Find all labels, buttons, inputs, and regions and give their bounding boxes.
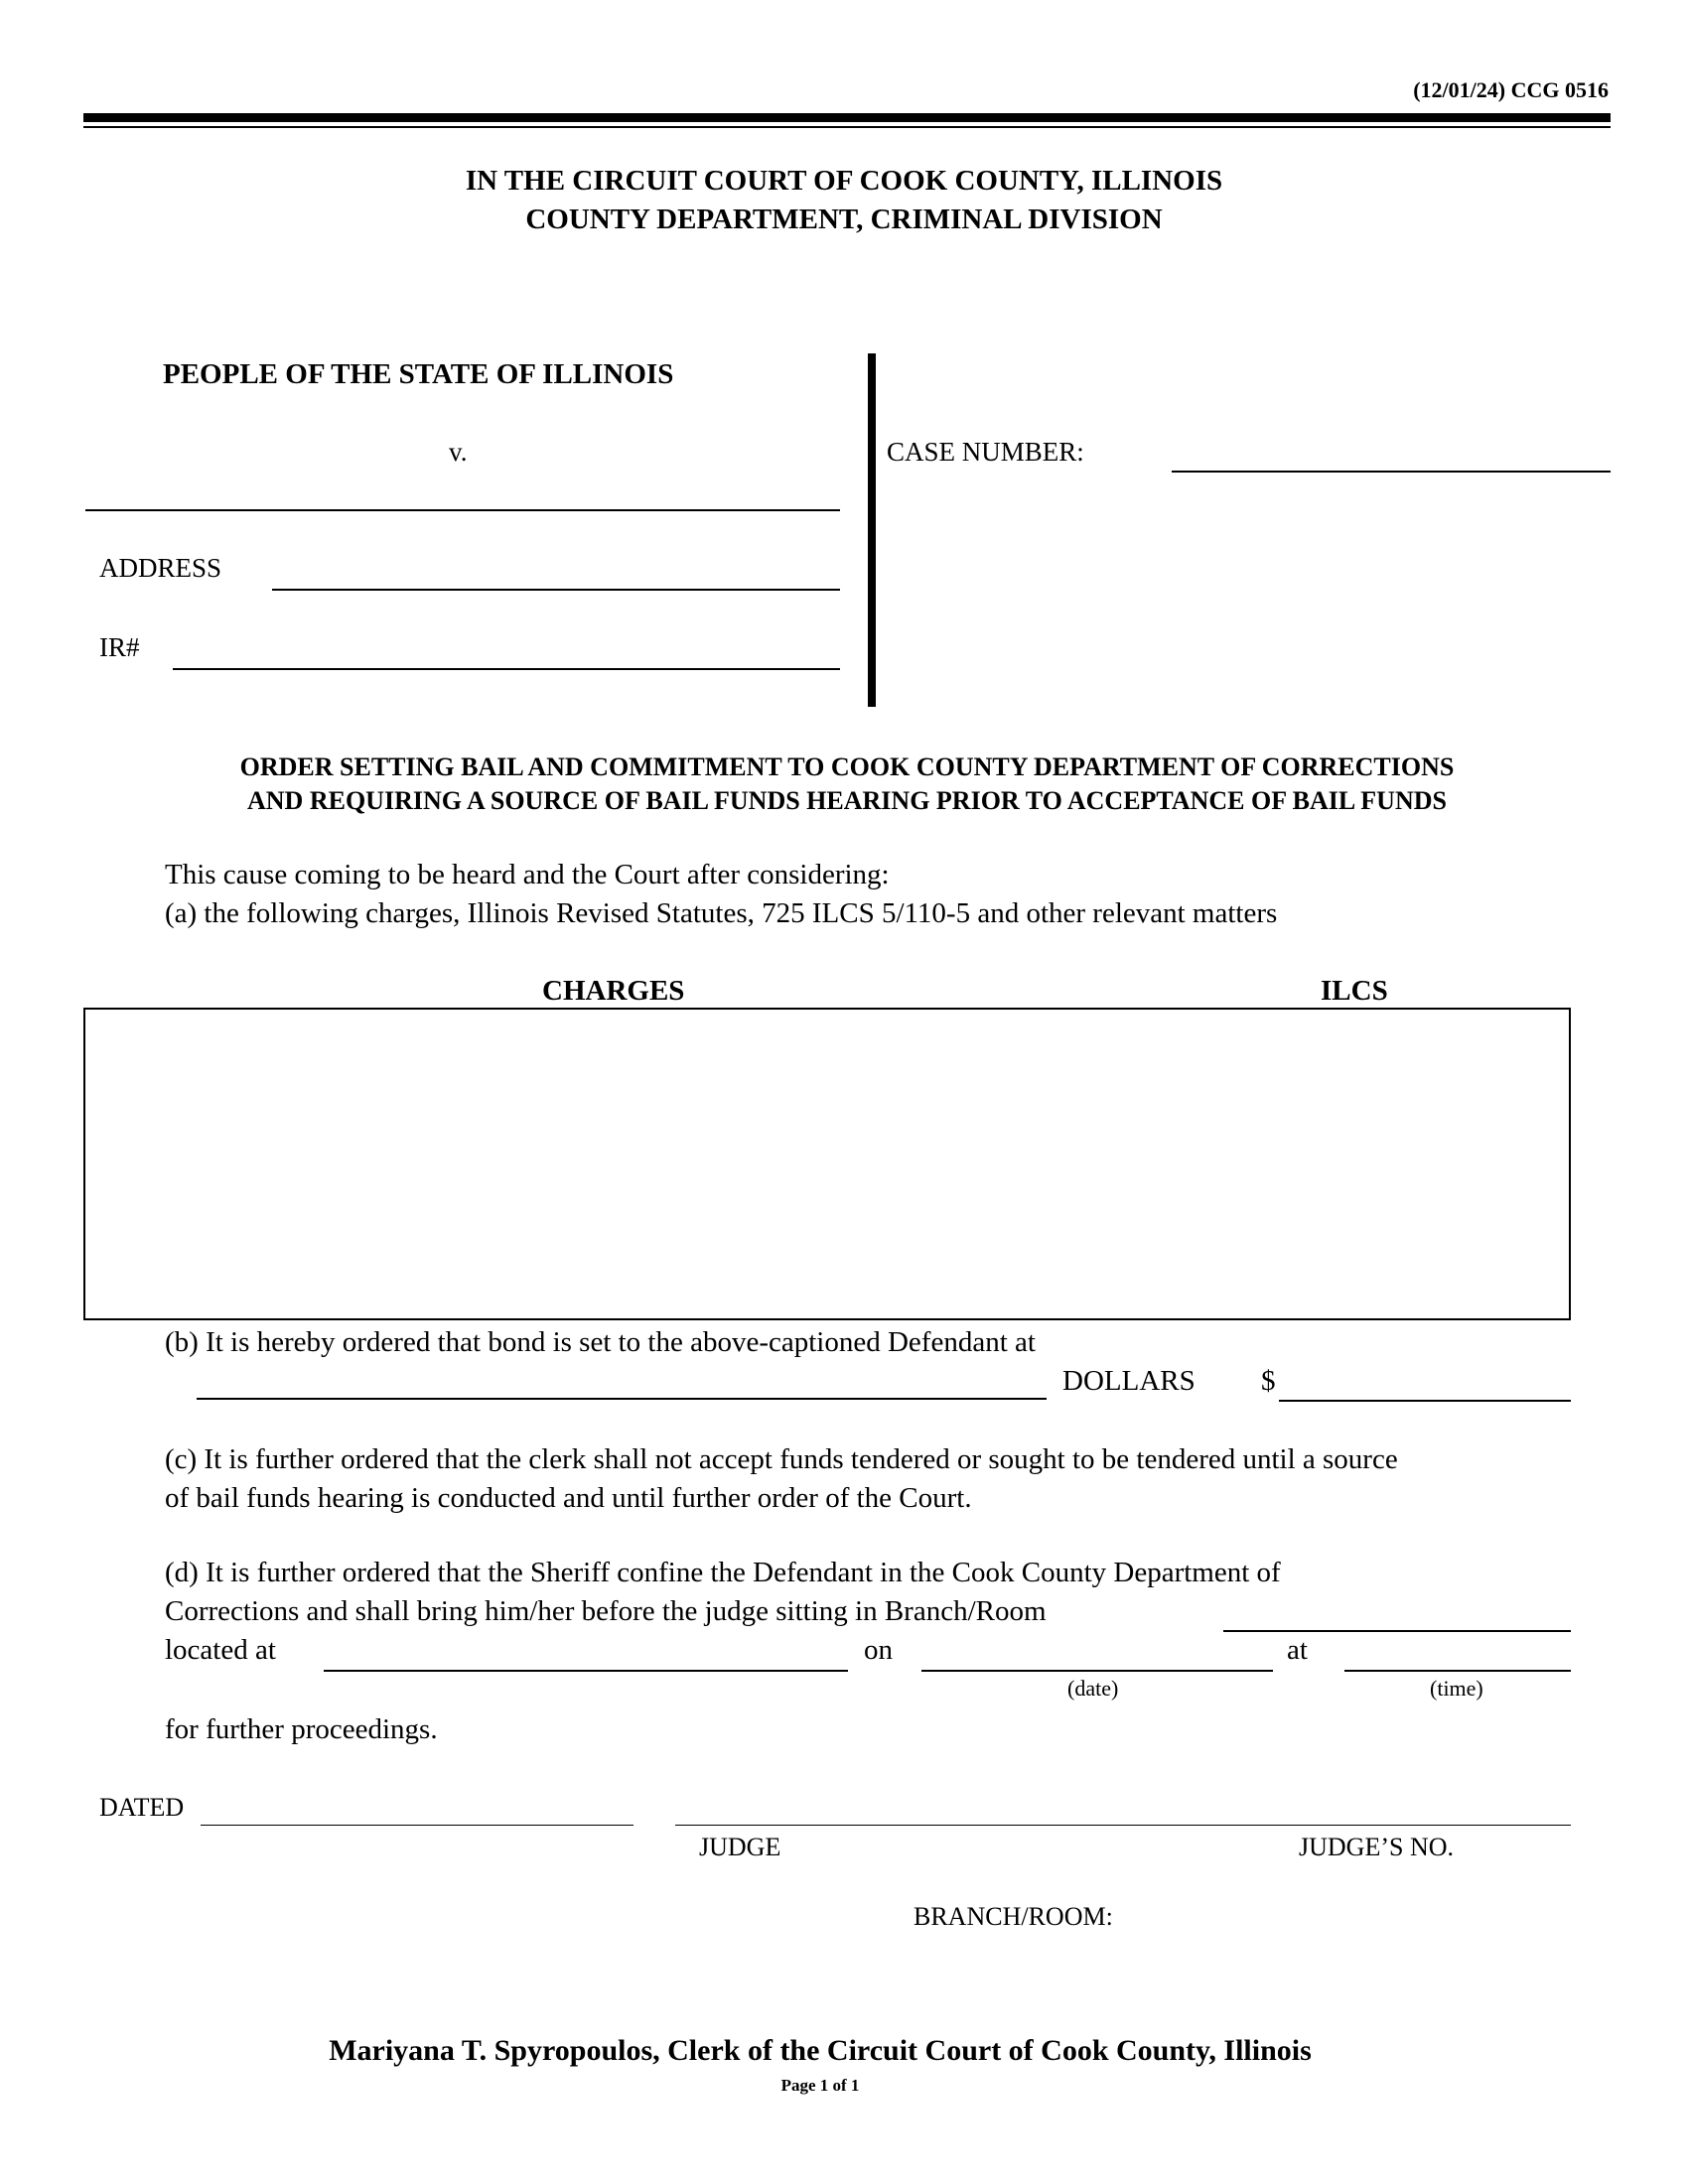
address-label: ADDRESS [99,553,222,583]
court-name: IN THE CIRCUIT COURT OF COOK COUNTY, ILLINOIS [465,165,1223,197]
time-caption: (time) [1430,1676,1483,1701]
judge-number-label: JUDGE’S NO. [1299,1833,1454,1861]
at-label: at [1287,1634,1308,1666]
branch-room-field[interactable] [1223,1600,1571,1632]
clerk-footer: Mariyana T. Spyropoulos, Clerk of the Circuit Court of Cook County, Illinois [329,2034,1312,2067]
para-d-closing: for further proceedings. [165,1713,438,1745]
order-title-line2: AND REQUIRING A SOURCE OF BAIL FUNDS HEARING PRIOR TO ACCEPTANCE OF BAIL FUNDS [247,786,1447,815]
charges-header: CHARGES [542,975,685,1007]
dated-field[interactable] [201,1795,633,1826]
versus-label: v. [449,437,468,467]
intro-line1: This cause coming to be heard and the Court after considering: [165,859,890,890]
address-field[interactable] [272,559,840,591]
page-number: Page 1 of 1 [780,2076,860,2095]
bond-amount-words-field[interactable] [197,1368,1047,1400]
date-caption: (date) [1067,1676,1119,1701]
intro-line2: (a) the following charges, Illinois Revised Statutes, 725 ILCS 5/110-5 and other relevant matters [165,897,1278,929]
located-at-label: located at [165,1634,276,1666]
date-field[interactable] [921,1640,1273,1672]
form-id: (12/01/24) CCG 0516 [1413,77,1609,102]
para-b-text: (b) It is hereby ordered that bond is set to the above-captioned Defendant at [165,1326,1036,1358]
para-c-line2: of bail funds hearing is conducted and until further order of the Court. [165,1482,972,1514]
para-d-line1: (d) It is further ordered that the Sheriff confine the Defendant in the Cook County Department of [165,1557,1281,1588]
ilcs-header: ILCS [1321,975,1388,1007]
para-c-line1: (c) It is further ordered that the clerk shall not accept funds tendered or sought to be tendered until a source [165,1443,1398,1475]
dollar-sign: $ [1261,1365,1276,1397]
case-number-label: CASE NUMBER: [887,437,1084,467]
on-label: on [864,1634,893,1666]
branch-room-label: BRANCH/ROOM: [914,1902,1113,1931]
location-field[interactable] [324,1640,848,1672]
ir-number-label: IR# [99,632,140,662]
defendant-name-field[interactable] [85,479,840,511]
judge-signature-line[interactable] [675,1825,1571,1826]
header-rule-thick [83,113,1611,122]
dated-label: DATED [99,1793,185,1822]
order-title-line1: ORDER SETTING BAIL AND COMMITMENT TO COOK COUNTY DEPARTMENT OF CORRECTIONS [239,752,1455,781]
dollars-label: DOLLARS [1062,1365,1196,1397]
case-number-field[interactable] [1172,441,1611,473]
bond-amount-field[interactable] [1279,1370,1571,1402]
para-d-line2: Corrections and shall bring him/her before the judge sitting in Branch/Room [165,1595,1047,1627]
time-field[interactable] [1344,1640,1571,1672]
caption-divider [868,353,876,707]
plaintiff-name: PEOPLE OF THE STATE OF ILLINOIS [163,358,674,390]
charges-box[interactable] [83,1008,1571,1320]
judge-label: JUDGE [699,1833,781,1861]
header-rule-thin [83,126,1611,128]
court-division: COUNTY DEPARTMENT, CRIMINAL DIVISION [525,204,1163,235]
ir-number-field[interactable] [173,638,840,670]
